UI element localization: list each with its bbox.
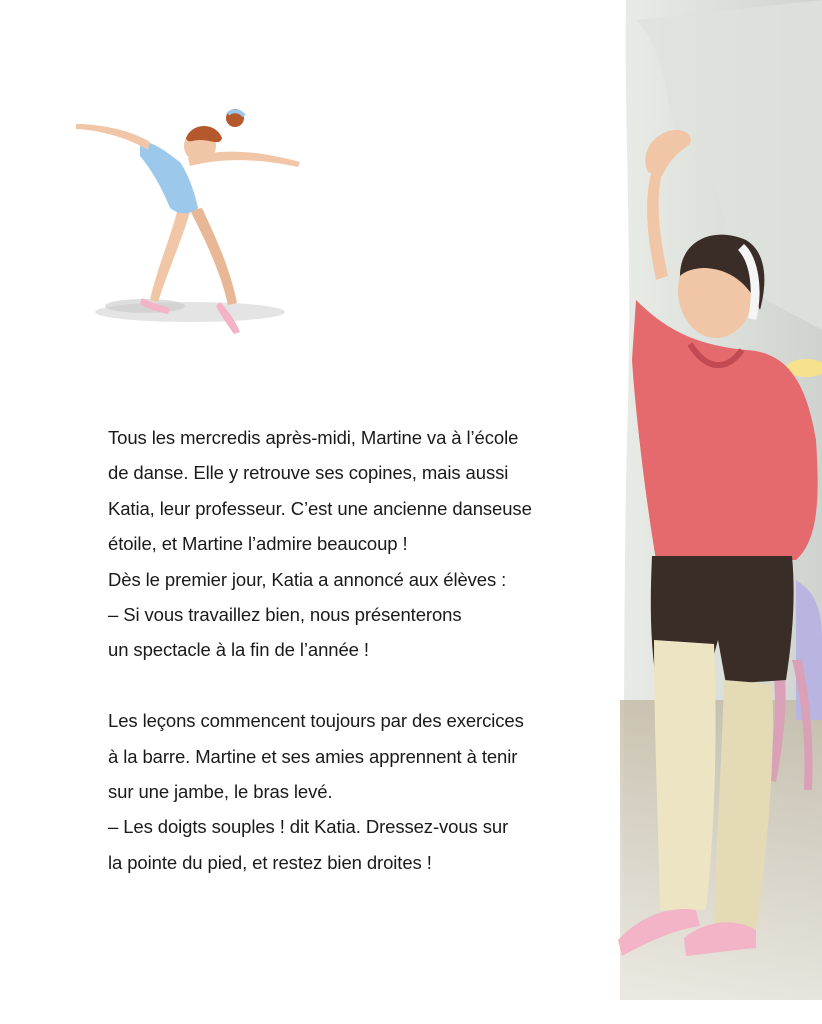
text-line: sur une jambe, le bras levé.: [108, 781, 333, 803]
text-line: à la barre. Martine et ses amies apprennent à tenir: [108, 745, 518, 767]
text-line: Les leçons commencent toujours par des exercices: [108, 710, 524, 732]
story-text: [108, 420, 578, 880]
text-line: un spectacle à la fin de l’année !: [108, 639, 369, 661]
text-line: Tous les mercredis après-midi, Martine va à l’école: [108, 427, 519, 448]
dancer-illustration-large: [596, 0, 822, 1000]
paragraph-2: [108, 703, 578, 880]
text-line: de danse. Elle y retrouve ses copines, mais aussi: [108, 462, 509, 484]
text-line: Katia, leur professeur. C’est une ancienne danseuse: [108, 497, 532, 519]
paragraph-1: [108, 420, 578, 668]
text-line: – Si vous travaillez bien, nous présenterons: [108, 604, 462, 626]
text-line: étoile, et Martine l’admire beaucoup !: [108, 533, 408, 555]
text-line: – Les doigts souples ! dit Katia. Dressez-vous sur: [108, 816, 509, 838]
dancer-illustration-small: [70, 100, 320, 345]
text-line: la pointe du pied, et restez bien droites !: [108, 851, 432, 873]
text-line: Dès le premier jour, Katia a annoncé aux élèves :: [108, 568, 507, 590]
